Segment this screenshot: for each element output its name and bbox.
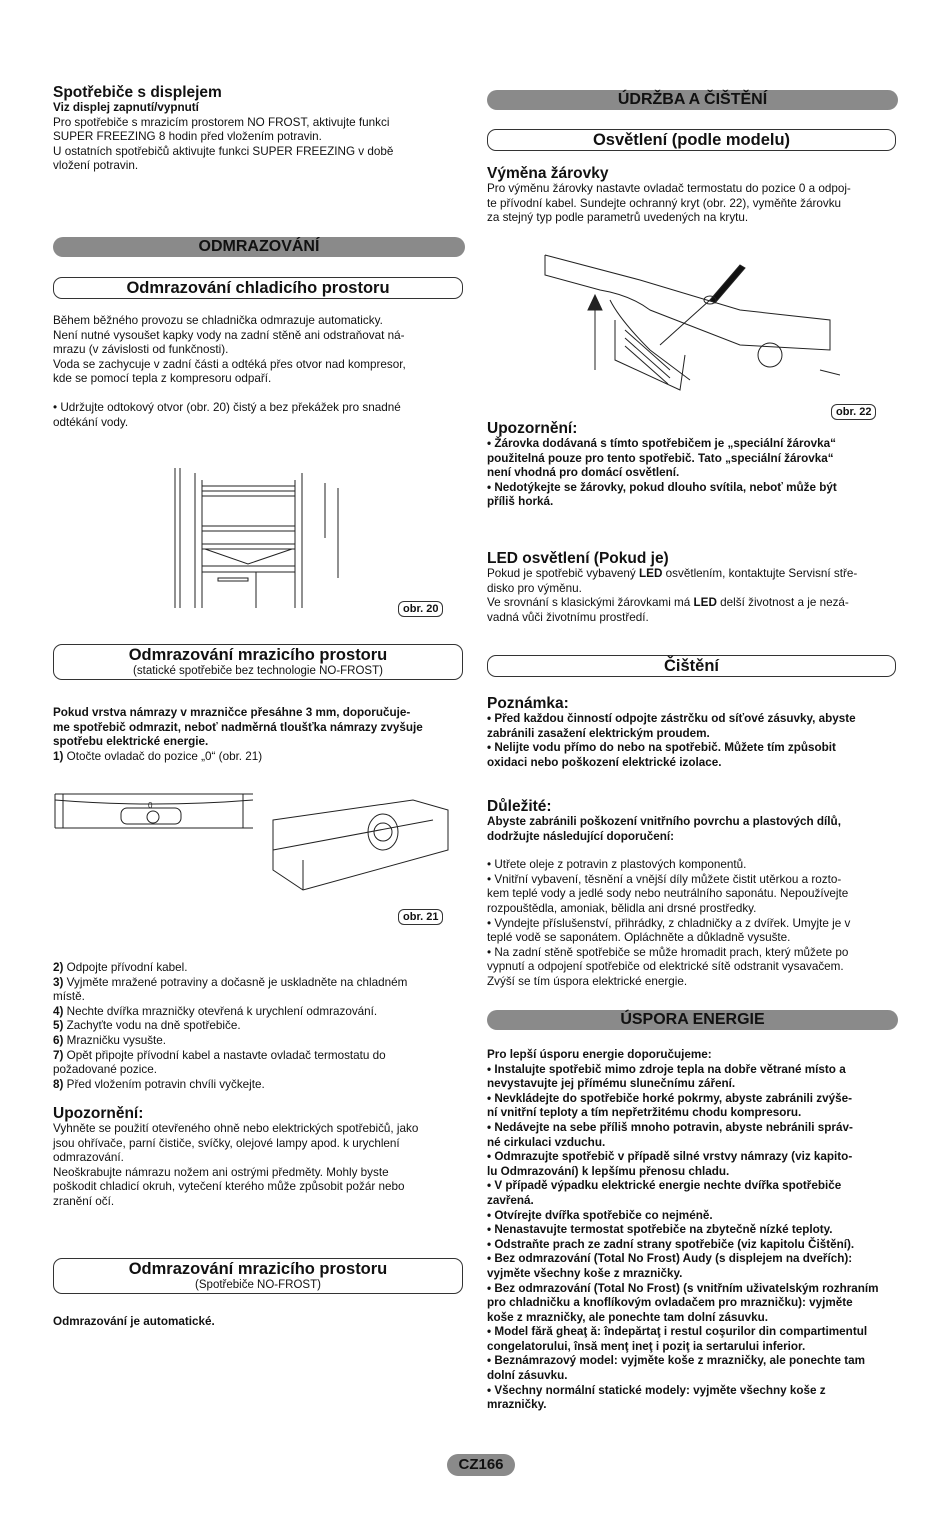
energy-line: • Beznámrazový model: vyjměte koše z mrazničky, ale ponechte tam (487, 1354, 866, 1368)
energy-line: • Model fără gheaţ ă: îndepărtaţ i restul coşurilor din compartimentul (487, 1325, 868, 1339)
fridge-bullet-line: odtékání vody. (53, 415, 129, 429)
important-line: teplé vodě se saponátem. Opláchněte a důkladně vysušte. (487, 931, 791, 945)
warning-line: zranění očí. (53, 1194, 115, 1208)
fridge-bullet-line: • Udržujte odtokový otvor (obr. 20) čistý a bez překážek pro snadné (53, 400, 401, 414)
figure-22-label: obr. 22 (831, 404, 876, 420)
energy-line: • Všechny normální statické modely: vyjměte všechny koše z (487, 1383, 826, 1397)
display-text-1: Pro spotřebiče s mrazicím prostorem NO FROST, aktivujte funkci (53, 115, 390, 129)
freezer-defrost-box (53, 644, 463, 680)
bulb-text-line: te přívodní kabel. Sundejte ochranný kryt (obr. 22), vyměňte žárovku (487, 196, 842, 210)
note-line: oxidaci nebo poškození elektrické izolace. (487, 755, 722, 769)
step-text: Zachyťte vodu na dně spotřebiče. (63, 1019, 241, 1033)
warning-line: Vyhněte se použití otevřeného ohně nebo elektrických spotřebičů, jako (53, 1122, 419, 1135)
energy-line: né cirkulaci vzduchu. (487, 1135, 606, 1149)
page-number: CZ166 (447, 1454, 515, 1476)
freezer-bold-line: me spotřebič odmrazit, neboť nadměrná tloušťka námrazy zvyšuje (53, 720, 423, 734)
led-bold: LED (693, 596, 717, 610)
led-text: Ve srovnání s klasickými žárovkami má (487, 596, 694, 610)
step-line (53, 976, 465, 991)
step-text: Před vložením potravin chvíli vyčkejte. (63, 1077, 265, 1091)
freezer-defrost-box-title: Odmrazování mrazicího prostoru (128, 646, 388, 664)
display-text-2: SUPER FREEZING 8 hodin před vložením potravin. (53, 130, 322, 144)
important-bold-line: Abyste zabránili poškození vnitřního povrchu a plastových dílů, (487, 815, 841, 828)
important-line: • Vyndejte příslušenství, přihrádky, z chladničky a z dvířek. Umyjte je v (487, 916, 851, 930)
step-text: místě. (53, 990, 85, 1004)
bulb-text-line: za stejný typ podle parametrů uvedených na krytu. (487, 211, 749, 225)
led-text: Pokud je spotřebič vybavený (487, 567, 640, 580)
fridge-defrost-box: Odmrazování chladicího prostoru (53, 277, 463, 299)
bulb-warning-title: Upozornění: (487, 420, 578, 437)
energy-line: pro chladničku a knoflíkovým ovladačem pro mrazničku): vyjměte (487, 1296, 853, 1310)
left-warning (53, 1105, 465, 1210)
energy-line: zavřená. (487, 1193, 534, 1207)
freezer-defrost-box-subtitle: (statické spotřebiče bez technologie NO-FROST) (133, 665, 383, 677)
fridge-text-line: Není nutné vysoušet kapky vody na zadní stěně ani odstraňovat ná- (53, 328, 405, 342)
section-display (53, 84, 465, 174)
note-title: Poznámka: (487, 695, 569, 712)
energy-section (487, 1048, 898, 1413)
step-text: Mrazničku vysušte. (63, 1033, 167, 1047)
step-1-text: Otočte ovladač do pozice „0“ (obr. 21) (63, 749, 263, 763)
energy-line: vyjměte všechny koše z mrazničky. (487, 1266, 683, 1280)
energy-line: • Otvírejte dvířka spotřebiče co nejméně. (487, 1208, 713, 1222)
important-bold-line: dodržujte následující doporučení: (487, 829, 675, 843)
energy-line: mrazničky. (487, 1398, 547, 1412)
bulb-warning (487, 420, 898, 510)
display-text-3: U ostatních spotřebičů aktivujte funkci SUPER FREEZING v době (53, 144, 394, 158)
step-line (53, 1034, 465, 1049)
important-section (487, 798, 898, 990)
lighting-box: Osvětlení (podle modelu) (487, 129, 896, 151)
energy-line: • Bez odmrazování (Total No Frost) Audy (s displejem na dveřích): (487, 1252, 853, 1266)
cleaning-box: Čištění (487, 655, 896, 677)
dial-zero-mark: 0 (148, 801, 153, 810)
display-subtitle: Viz displej zapnutí/vypnutí (53, 101, 199, 114)
important-line: Zvýší se tím úspora elektrické energie. (487, 974, 688, 988)
bulb-text-line: Pro výměnu žárovky nastavte ovladač termostatu do pozice 0 a odpoj- (487, 182, 851, 195)
energy-line: congelatorului, însă menţ ineţ i poziţ ia sertarului inferior. (487, 1339, 806, 1353)
led-text: delší životnost a je nezá- (716, 596, 849, 610)
step-line (53, 1078, 465, 1093)
energy-line: koše z mrazničky, ale ponechte tam dolní zásuvku. (487, 1310, 769, 1324)
fridge-defrost-text (53, 314, 465, 430)
important-line: • Utřete oleje z potravin z plastových komponentů. (487, 858, 747, 872)
freezer-bold-line: spotřebu elektrické energie. (53, 735, 209, 749)
step-number: 6) (53, 1033, 64, 1047)
warning-line: odmrazování. (53, 1151, 124, 1165)
figure-21-label: obr. 21 (398, 909, 443, 925)
led-text: osvětlením, kontaktujte Servisní stře- (662, 567, 858, 580)
step-line (53, 1063, 465, 1078)
bulb-warning-line: použitelná pouze pro tento spotřebič. Tato „speciální žárovka“ (487, 451, 834, 465)
led-line (487, 596, 898, 611)
step-number: 3) (53, 975, 64, 989)
led-line: vadná vůči životnímu prostředí. (487, 610, 649, 624)
left-warning-title: Upozornění: (53, 1105, 144, 1122)
step-line (53, 1005, 465, 1020)
bulb-warning-line: • Žárovka dodávaná s tímto spotřebičem je „speciální žárovka“ (487, 437, 836, 450)
note-line: • Nelijte vodu přímo do nebo na spotřebič. Můžete tím způsobit (487, 741, 836, 755)
energy-section-bar: ÚSPORA ENERGIE (487, 1010, 898, 1030)
important-line: • Vnitřní vybavení, těsnění a vnější díly můžete čistit utěrkou a rozto- (487, 872, 842, 886)
step-1-number: 1) (53, 749, 64, 763)
nofrost-text: Odmrazování je automatické. (53, 1315, 215, 1328)
important-line: kem teplé vody a jedlé sody nebo neutrálního saponátu. Nepoužívejte (487, 887, 849, 901)
lamp-cover-figure (540, 250, 840, 400)
bulb-warning-line: • Nedotýkejte se žárovky, pokud dlouho svítila, neboť může být (487, 480, 837, 494)
step-number: 5) (53, 1019, 64, 1033)
fridge-text-line: kde se pomocí tepla z kompresoru odpaří. (53, 372, 272, 386)
energy-line: lu Odmrazování) k lepšímu přenosu chladu. (487, 1164, 730, 1178)
step-text: Odpojte přívodní kabel. (63, 961, 188, 974)
nofrost-box-title: Odmrazování mrazicího prostoru (128, 1260, 388, 1278)
note-line: • Před každou činností odpojte zástrčku od síťové zásuvky, abyste (487, 712, 856, 725)
energy-line: • Nedávejte na sebe příliš mnoho potravin, abyste nebránili správ- (487, 1120, 853, 1134)
step-line (53, 1019, 465, 1034)
important-line: rozpouštědla, amoniak, bělidla ani drsné prostředky. (487, 901, 757, 915)
maintenance-section-bar: ÚDRŽBA A ČIŠTĚNÍ (487, 90, 898, 110)
energy-line: dolní zásuvku. (487, 1369, 568, 1383)
important-title: Důležité: (487, 798, 552, 815)
bulb-warning-line: není vhodná pro domácí osvětlení. (487, 466, 680, 480)
important-line: • Na zadní stěně spotřebiče se může hromadit prach, který můžete po (487, 945, 849, 959)
energy-line: • Nenastavujte termostat spotřebiče na zbytečně nízké teploty. (487, 1223, 833, 1237)
freezer-bold-line: Pokud vrstva námrazy v mrazničce přesáhne 3 mm, doporučuje- (53, 706, 411, 719)
display-title: Spotřebiče s displejem (53, 84, 222, 101)
step-line (53, 961, 465, 976)
bulb-section (487, 165, 898, 226)
fridge-text-line: Během běžného provozu se chladnička odmrazuje automaticky. (53, 314, 383, 327)
fridge-text-line: mrazu (v závislosti od funkčnosti). (53, 343, 229, 357)
figure-20-label: obr. 20 (398, 601, 443, 617)
nofrost-box-subtitle: (Spotřebiče NO-FROST) (195, 1279, 321, 1291)
led-bold: LED (639, 567, 663, 580)
fridge-shelves-figure (170, 468, 350, 608)
energy-line: • Nevkládejte do spotřebiče horké pokrmy, abyste zabránili zvýše- (487, 1091, 853, 1105)
energy-line: • Instalujte spotřebič mimo zdroje tepla na dobře větrané místo a (487, 1062, 846, 1076)
fridge-text-line: Voda se zachycuje v zadní části a odtéká přes otvor nad kompresor, (53, 357, 406, 371)
display-text-4: vložení potravin. (53, 159, 139, 173)
warning-line: Neoškrabujte námrazu nožem ani ostrými předměty. Mohly byste (53, 1165, 389, 1179)
energy-line: • Bez odmrazování (Total No Frost) (s vnitřním uživatelským rozhraním (487, 1281, 879, 1295)
defrost-steps (53, 961, 465, 1092)
warning-line: poškodit chladicí okruh, vytečení kterého může způsobit požár nebo (53, 1180, 405, 1194)
nofrost-defrost-box (53, 1258, 463, 1294)
step-text: Opět připojte přívodní kabel a nastavte ovladač termostatu do (63, 1048, 386, 1062)
led-line: disko pro výměnu. (487, 581, 582, 595)
bulb-title: Výměna žárovky (487, 165, 609, 182)
step-number: 7) (53, 1048, 64, 1062)
energy-line: • V případě výpadku elektrické energie nechte dvířka spotřebiče (487, 1179, 842, 1193)
energy-line: Pro lepší úsporu energie doporučujeme: (487, 1048, 712, 1061)
bulb-warning-line: příliš horká. (487, 495, 554, 509)
led-section (487, 550, 898, 625)
energy-line: nevystavujte jej přímému slunečnímu záření. (487, 1077, 736, 1091)
step-number: 4) (53, 1004, 64, 1018)
important-line: vypnutí a odpojení spotřebiče od elektrické sítě odstranit vysavačem. (487, 960, 844, 974)
step-1 (53, 750, 465, 765)
freezer-dial-figure (53, 790, 453, 900)
led-line (487, 567, 898, 582)
warning-line: jsou ohřívače, parní čističe, svíčky, olejové lampy apod. k urychlení (53, 1136, 400, 1150)
note-section (487, 695, 898, 770)
energy-line: • Odstraňte prach ze zadní strany spotřebiče (viz kapitolu Čištění). (487, 1237, 855, 1251)
step-text: Nechte dvířka mrazničky otevřená k urychlení odmrazování. (63, 1004, 378, 1018)
energy-line: ní vnitřní teploty a tím nepřetržitému chodu kompresoru. (487, 1106, 802, 1120)
defrost-section-bar: ODMRAZOVÁNÍ (53, 237, 465, 257)
step-line (53, 1049, 465, 1064)
step-text: požadované pozice. (53, 1063, 157, 1077)
freezer-defrost-text (53, 706, 465, 764)
step-number: 2) (53, 961, 64, 974)
led-title: LED osvětlení (Pokud je) (487, 550, 669, 567)
step-line (53, 990, 465, 1005)
step-number: 8) (53, 1077, 64, 1091)
energy-line: • Odmrazujte spotřebič v případě silné vrstvy námrazy (viz kapito- (487, 1150, 853, 1164)
step-text: Vyjměte mražené potraviny a dočasně je uskladněte na chladném (63, 975, 408, 989)
note-line: zabránili zasažení elektrickým proudem. (487, 726, 710, 740)
